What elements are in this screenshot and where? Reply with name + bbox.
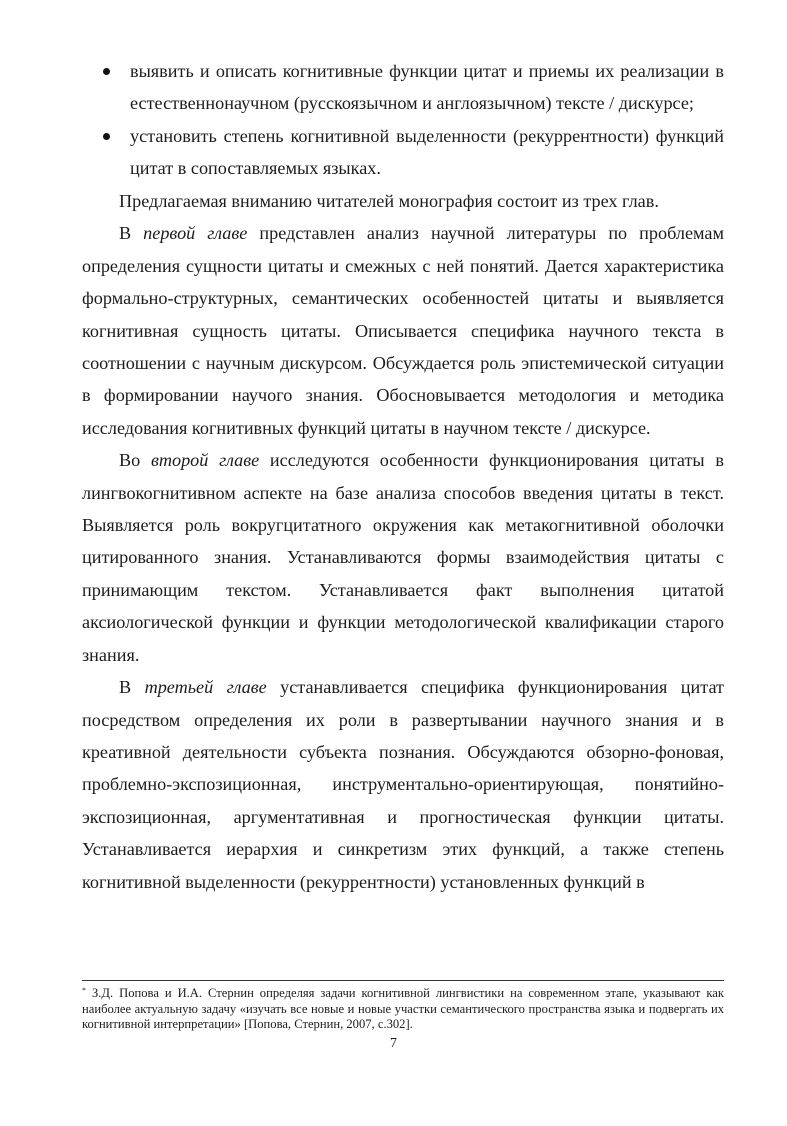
paragraph-body: устанавливается специфика функционирования цитат посредством определения их роли в развертывании научного знания и в креативной деятельности субъекта познания. Обсуждаются обзорно-фоновая, проблемно-экспозиционная, инструментально-ориентирующая, понятийно-экспозиционная, аргументативная и прогностическая функции цитаты. Устанавливается иерархия и синкретизм этих функций, а также степень когнитивной выделенности (рекуррентности) установленных функций в bbox=[82, 677, 724, 892]
footnote bbox=[82, 986, 724, 1033]
paragraph-body: исследуются особенности функционирования цитаты в лингвокогнитивном аспекте на базе анализа способов введения цитаты в текст. Выявляется роль вокругцитатного окружения как метакогнитивной оболочки цитированного знания. Устанавливаются формы взаимодействия цитаты с принимающим текстом. Устанавливается факт выполнения цитатой аксиологической функции и функции методологической квалификации старого знания. bbox=[82, 450, 724, 665]
bullet-list bbox=[82, 55, 724, 185]
paragraph-body: представлен анализ научной литературы по проблемам определения сущности цитаты и смежных с ней понятий. Дается характеристика формально-структурных, семантических особенностей цитаты и выявляется когнитивная сущность цитаты. Описывается специфика научного текста в соотношении с научным дискурсом. Обсуждается роль эпистемической ситуации в формировании научого знания. Обосновывается методология и методика исследования когнитивных функций цитаты в научном тексте / дискурсе. bbox=[82, 223, 725, 438]
bullet-text: выявить и описать когнитивные функции цитат и приемы их реализации в естественнонаучном (русскоязычном и англоязычном) тексте / дискурсе; bbox=[130, 61, 724, 114]
paragraph-prefix: В bbox=[119, 677, 145, 698]
footnote-text: З.Д. Попова и И.А. Стернин определяя задачи когнитивной лингвистики на современном этапе, указывают как наиболее актуальную задачу «изучать все новые и новые участки семантического пространства языка и подвергать их когнитивной интерпретации» [Попова, Стернин, 2007, с.302]. bbox=[82, 986, 724, 1032]
bullet-text: установить степень когнитивной выделенности (рекуррентности) функций цитат в сопоставляемых языках. bbox=[130, 125, 724, 179]
paragraph-prefix: Во bbox=[119, 450, 151, 471]
paragraph-chapter-one bbox=[82, 217, 724, 444]
paragraph-intro: Предлагаемая вниманию читателей монография состоит из трех глав. bbox=[119, 191, 659, 211]
paragraph-prefix: В bbox=[119, 223, 144, 244]
footnote-marker: * bbox=[82, 986, 86, 995]
paragraph-chapter-three bbox=[82, 671, 724, 898]
chapter-emphasis: третьей главе bbox=[144, 677, 267, 698]
list-item bbox=[82, 55, 724, 120]
footnote-divider bbox=[82, 980, 724, 981]
page-number: 7 bbox=[390, 1036, 397, 1051]
paragraph-chapter-two bbox=[82, 444, 724, 671]
chapter-emphasis: первой главе bbox=[143, 223, 248, 244]
bullet-icon bbox=[103, 68, 110, 75]
list-item bbox=[82, 120, 724, 185]
chapter-emphasis: второй главе bbox=[150, 450, 260, 471]
body-text bbox=[82, 185, 724, 898]
bullet-icon bbox=[103, 133, 110, 140]
